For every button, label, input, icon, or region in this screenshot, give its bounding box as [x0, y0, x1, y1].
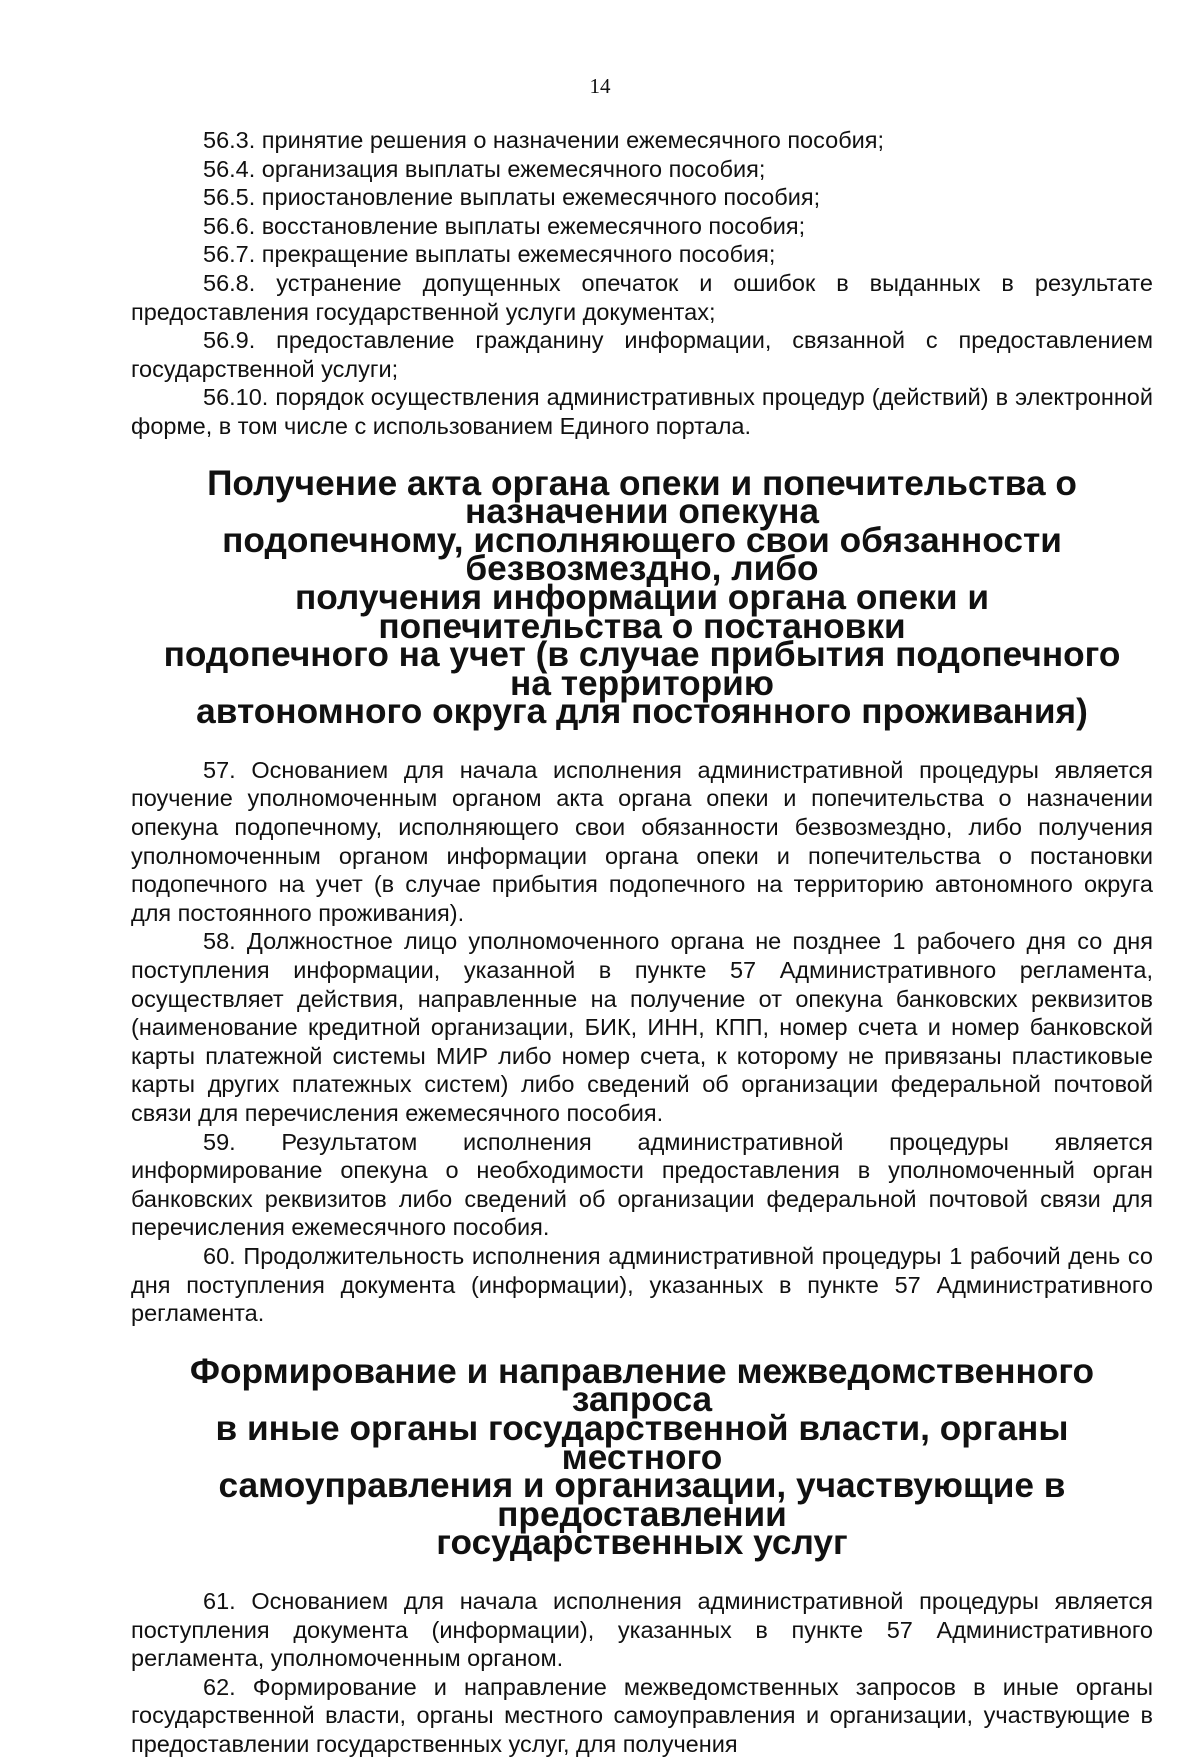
section-heading-interagency-request: [131, 1351, 1153, 1563]
list-item-56-10: 56.10. порядок осуществления административных процедур (действий) в электронной форме, в том числе с использованием Единого портала.: [131, 384, 1153, 439]
list-item-56-9: 56.9. предоставление гражданину информации, связанной с предоставлением государственной услуги;: [131, 327, 1153, 382]
paragraph-62: 62. Формирование и направление межведомственных запросов в иные органы государственной власти, органы местного самоуправления и организации, участвующие в предоставлении государственных услуг, для получения: [131, 1673, 1153, 1757]
heading-line: государственных услуг: [436, 1523, 848, 1563]
list-item-56-4: 56.4. организация выплаты ежемесячного пособия;: [203, 155, 766, 182]
heading-line: Формирование и направление межведомственного запроса: [189, 1351, 1095, 1420]
section-heading-guardian-act: [131, 463, 1153, 732]
heading-line: самоуправления и организации, участвующие в предоставлении: [218, 1466, 1066, 1534]
paragraph-57: 57. Основанием для начала исполнения административной процедуры является поучение уполномоченным органом акта органа опеки и попечительства о назначении опекуна подопечному, исполняющего свои обязанности безвозмездно, либо получения уполномоченным органом информации органа опеки и попечительства о постановки подопечного на учет (в случае прибытия подопечного на территорию автономного округа для постоянного проживания).: [131, 756, 1153, 926]
list-item-56-3: 56.3. принятие решения о назначении ежемесячного пособия;: [203, 127, 885, 153]
page-number: 14: [589, 74, 611, 98]
paragraph-59: 59. Результатом исполнения административной процедуры является информирование опекуна о необходимости предоставления в уполномоченный орган банковских реквизитов либо сведений об организации федеральной почтовой связи для перечисления ежемесячного пособия.: [131, 1128, 1153, 1241]
list-item-56-5: 56.5. приостановление выплаты ежемесячного пособия;: [203, 184, 821, 211]
paragraph-58: 58. Должностное лицо уполномоченного органа не позднее 1 рабочего дня со дня поступления информации, указанной в пункте 57 Административного регламента, осуществляет действия, направленные на получение от опекуна банковских реквизитов (наименование кредитной организации, БИК, ИНН, КПП, номер счета и номер банковской карты платежной системы МИР либо номер счета, к которому не привязаны пластиковые карты других платежных систем) либо сведений об организации федеральной почтовой связи для перечисления ежемесячного пособия.: [131, 928, 1153, 1126]
paragraph-60: 60. Продолжительность исполнения административной процедуры 1 рабочий день со дня поступления документа (информации), указанных в пункте 57 Административного регламента.: [131, 1242, 1153, 1327]
heading-line: получения информации органа опеки и попечительства о постановки: [294, 577, 990, 646]
heading-line: Получение акта органа опеки и попечительства о назначении опекуна: [207, 463, 1077, 532]
heading-line: автономного округа для постоянного проживания): [196, 692, 1088, 732]
list-item-56-8: 56.8. устранение допущенных опечаток и ошибок в выданных в результате предоставления государственной услуги документах;: [131, 269, 1153, 325]
paragraph-61: 61. Основанием для начала исполнения административной процедуры является поступления документа (информации), указанных в пункте 57 Административного регламента, уполномоченным органом.: [131, 1587, 1153, 1672]
heading-line: подопечному, исполняющего свои обязанности безвозмездно, либо: [222, 520, 1062, 589]
list-item-56-7: 56.7. прекращение выплаты ежемесячного пособия;: [203, 241, 776, 268]
heading-line: подопечного на учет (в случае прибытия подопечного на территорию: [163, 635, 1121, 703]
list-item-56-6: 56.6. восстановление выплаты ежемесячного пособия;: [203, 212, 806, 239]
document-body: [131, 126, 1153, 1758]
heading-line: в иные органы государственной власти, органы местного: [215, 1408, 1069, 1477]
